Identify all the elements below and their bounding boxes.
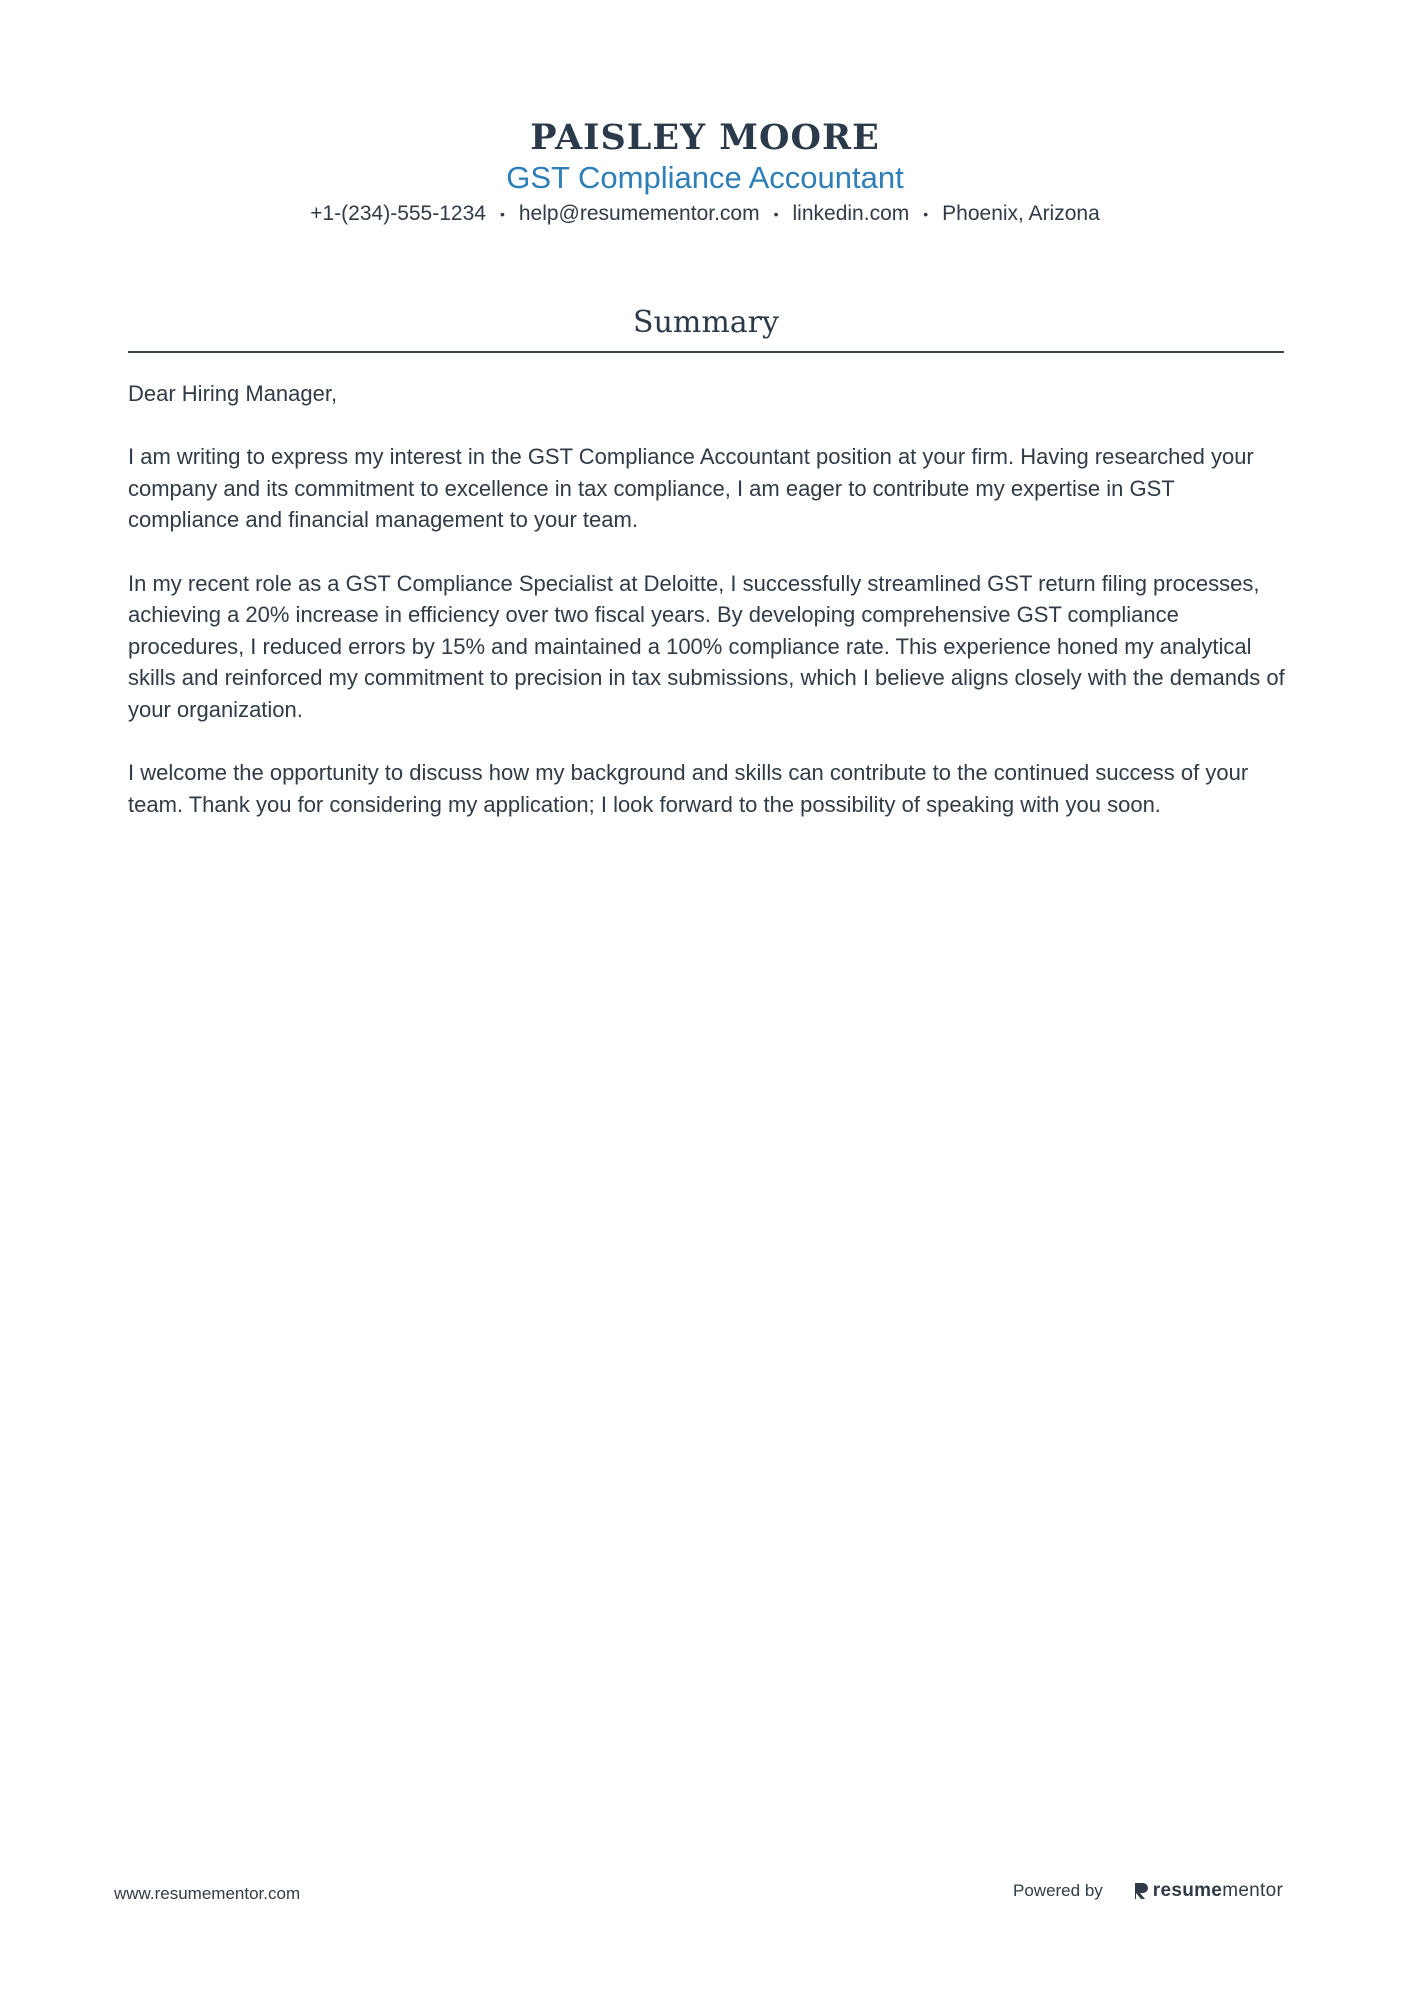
contact-separator: • — [923, 206, 929, 222]
contact-separator: • — [499, 206, 505, 222]
contact-linkedin[interactable]: linkedin.com — [792, 202, 910, 225]
brand-logo[interactable] — [1133, 1880, 1283, 1902]
contact-location: Phoenix, Arizona — [942, 202, 1100, 225]
salutation: Dear Hiring Manager, — [128, 381, 338, 406]
brand-name-bold: resume — [1152, 1880, 1223, 1901]
brand-name-regular: mentor — [1222, 1880, 1284, 1901]
footer-website[interactable]: www.resumementor.com — [114, 1884, 301, 1903]
letter-body — [128, 378, 1288, 852]
letter-paragraph: I welcome the opportunity to discuss how my background and skills can contribute to the continued success of your team. Thank you for considering my application; I look forward to the possibility of speaking with you soon. — [128, 760, 1249, 817]
letter-paragraph: I am writing to express my interest in the GST Compliance Accountant position at your firm. Having researched your company and its commitment to excellence in tax compliance, I am eager to contribute my expertise in GST compliance and financial management to your team. — [128, 444, 1254, 533]
resumementor-logo-icon — [1133, 1881, 1149, 1901]
contact-separator: • — [773, 206, 779, 222]
contact-email[interactable]: help@resumementor.com — [518, 202, 760, 225]
powered-by-label: Powered by — [1013, 1881, 1103, 1900]
letter-paragraph: In my recent role as a GST Compliance Specialist at Deloitte, I successfully streamlined GST return filing processes, achieving a 20% increase in efficiency over two fiscal years. By developing comprehensive GST compliance procedures, I reduced errors by 15% and maintained a 100% compliance rate. This experience honed my analytical skills and reinforced my commitment to precision in tax submissions, which I believe aligns closely with the demands of your organization. — [128, 570, 1285, 722]
contact-line — [0, 200, 1410, 228]
job-title: GST Compliance Accountant — [506, 160, 904, 195]
footer-branding — [1013, 1880, 1283, 1902]
section-title: Summary — [633, 305, 779, 340]
candidate-name: PAISLEY MOORE — [530, 117, 880, 158]
header — [0, 116, 1410, 228]
contact-phone: +1-(234)-555-1234 — [310, 202, 486, 225]
section-divider — [128, 351, 1284, 353]
